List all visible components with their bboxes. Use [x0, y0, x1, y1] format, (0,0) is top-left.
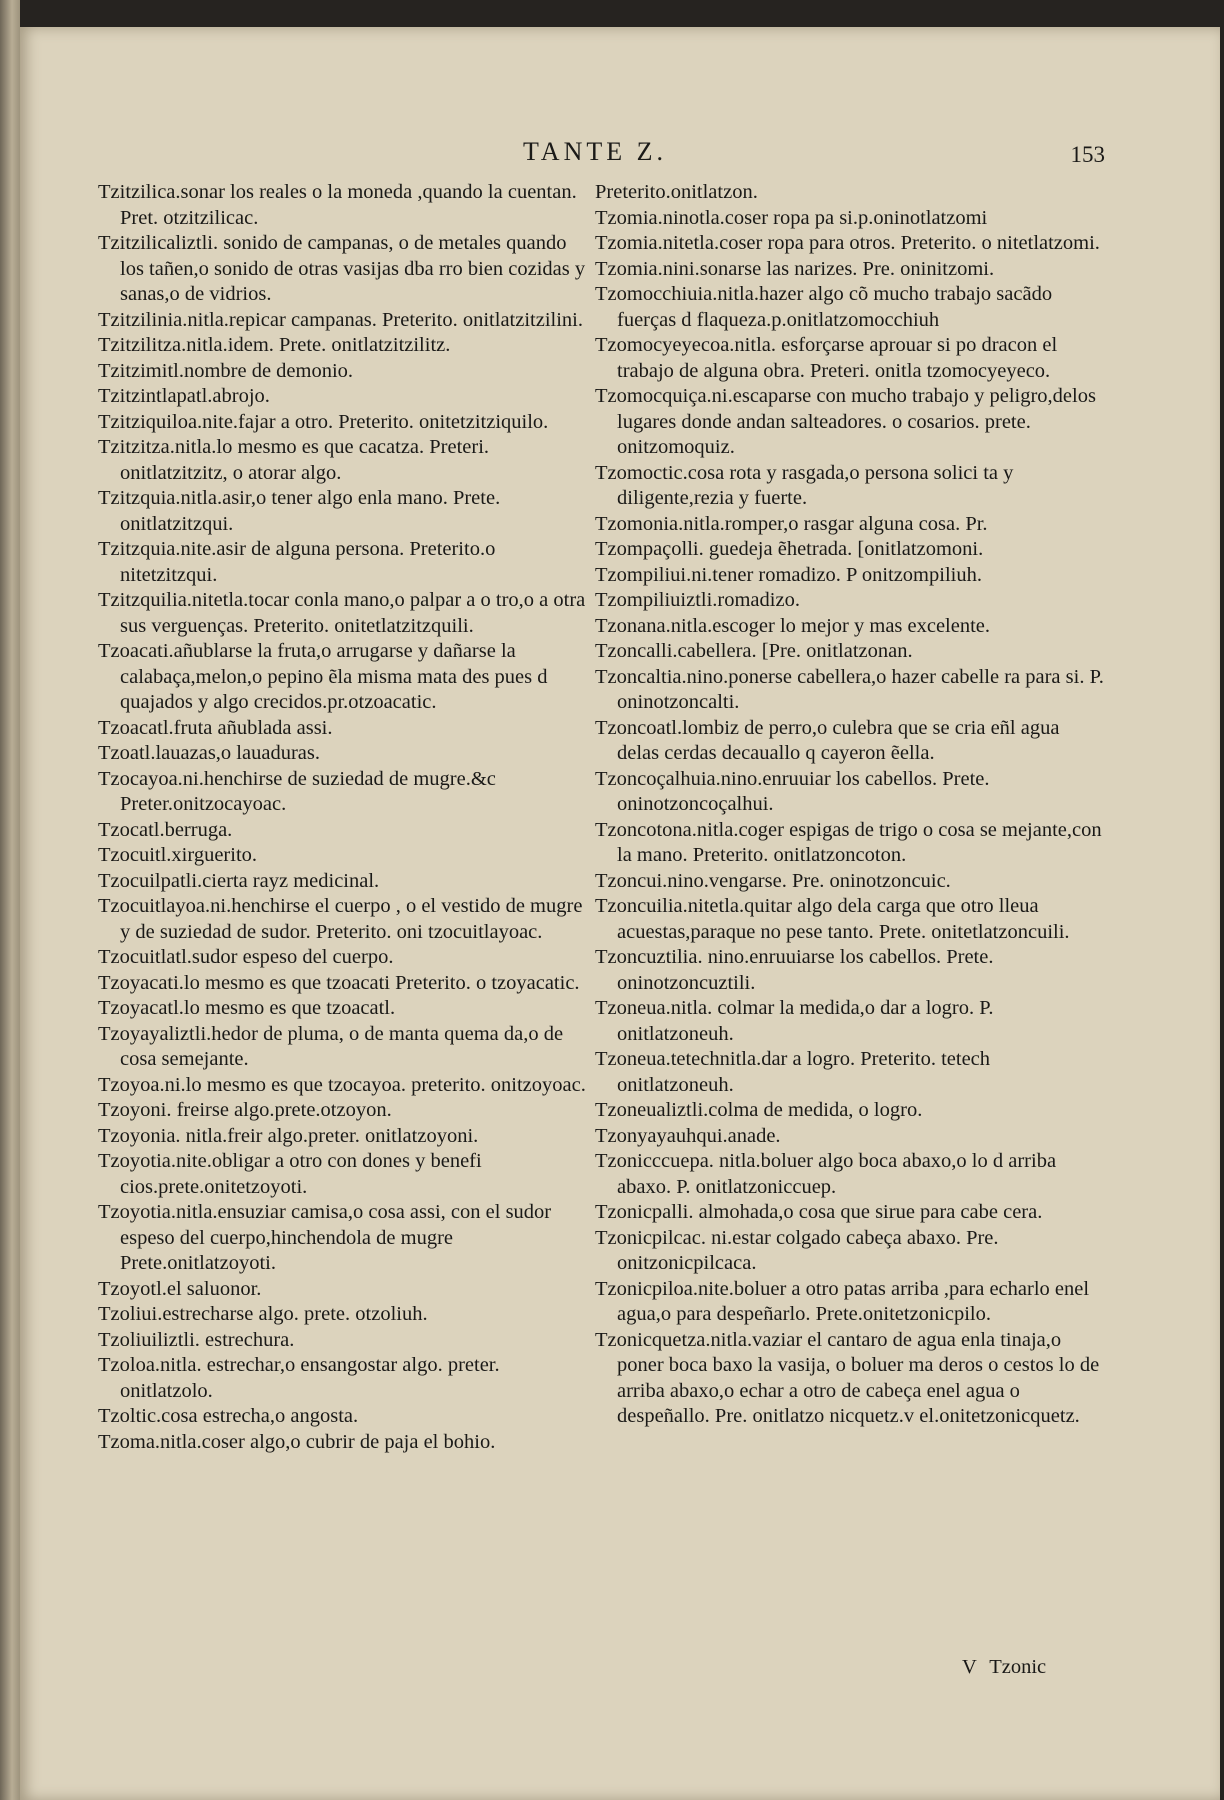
- dictionary-entry: Tzoacatl.fruta añublada assi.: [98, 716, 333, 739]
- dictionary-entry: Tzocuilpatli.cierta rayz medicinal.: [98, 869, 380, 892]
- dictionary-entry: Tzonana.nitla.escoger lo mejor y mas excelente.: [595, 614, 991, 637]
- dictionary-entry: Tzoyotia.nite.obligar a otro con dones y benefi cios.prete.onitetzoyoti.: [98, 1150, 482, 1198]
- dictionary-entry: Tzitzilinia.nitla.repicar campanas. Preterito. onitlatzitzilini.: [98, 308, 583, 331]
- dictionary-entry: Tzoyacati.lo mesmo es que tzoacati Preterito. o tzoyacatic.: [98, 971, 580, 994]
- dictionary-entry: Tzitzilitza.nitla.idem. Prete. onitlatzitzilitz.: [98, 334, 451, 356]
- signature-mark: V: [962, 1656, 977, 1678]
- dictionary-entry: Tzitzilicaliztli. sonido de campanas, o de metales quando los tañen,o sonido de otras vasijas dba rro bien cozidas y sanas,o de vidrios.: [98, 232, 586, 305]
- dictionary-entry: Tzomia.nitetla.coser ropa para otros. Preterito. o nitetlatzomi.: [595, 232, 1100, 254]
- dictionary-entry: Tzoneualiztli.colma de medida, o logro.: [595, 1099, 923, 1121]
- dictionary-entry: Tzoncuilia.nitetla.quitar algo dela carga que otro lleua acuestas,paraque no pese tanto. Prete. onitetlatzoncuili.: [595, 895, 1070, 943]
- dictionary-entry: Tzocuitlatl.sudor espeso del cuerpo.: [98, 946, 394, 968]
- dictionary-entry: Tzitzitza.nitla.lo mesmo es que cacatza. Preteri. onitlatzitzitz, o atorar algo.: [98, 436, 490, 484]
- dictionary-entry: Tzomocchiuia.nitla.hazer algo cõ mucho trabajo sacãdo fuerças d flaqueza.p.onitlatzomocchiuh: [595, 283, 1053, 331]
- dictionary-entry: Tzomonia.nitla.romper,o rasgar alguna cosa. Pr.: [595, 512, 988, 535]
- dictionary-entry: Tzitziquiloa.nite.fajar a otro. Preterito. onitetzitziquilo.: [98, 410, 549, 433]
- dictionary-entry: Tzonicquetza.nitla.vaziar el cantaro de agua enla tinaja,o poner boca baxo la vasija, o boluer ma deros o cestos lo de arriba abaxo,o echar a otro de cabeça enel agua o despeñallo. Pre. onitlatzo nicquetz.v el.onitetzonicquetz.: [595, 1328, 1100, 1427]
- dictionary-entry: Tzoyayaliztli.hedor de pluma, o de manta quema da,o de cosa semejante.: [98, 1022, 564, 1070]
- dictionary-entry: Tzoncalli.cabellera. [Pre. onitlatzonan.: [595, 640, 913, 662]
- dictionary-entry: Tzoliuiliztli. estrechura.: [98, 1328, 295, 1351]
- dictionary-entry: Tzonicccuepa. nitla.boluer algo boca abaxo,o lo d arriba abaxo. P. onitlatzoniccuep.: [595, 1150, 1057, 1198]
- right-column: [595, 180, 1105, 1430]
- dictionary-entry: Tzitzquia.nitla.asir,o tener algo enla mano. Prete. onitlatzitzqui.: [98, 487, 501, 535]
- dictionary-entry: Tzomocquiça.ni.escaparse con mucho trabajo y peligro,delos lugares donde andan salteadores. o cosarios. prete. onitzomoquiz.: [595, 385, 1096, 458]
- dictionary-entry: Tzoncaltia.nino.ponerse cabellera,o hazer cabelle ra para si. P. oninotzoncalti.: [595, 665, 1104, 713]
- dictionary-entry: Tzoyotl.el saluonor.: [98, 1277, 262, 1300]
- left-column: [98, 180, 591, 1455]
- dictionary-entry: Tzoncoçalhuia.nino.enruuiar los cabellos. Prete. oninotzoncoçalhui.: [595, 767, 990, 815]
- dictionary-entry: Tzocuitl.xirguerito.: [98, 844, 258, 866]
- dictionary-entry: Tzoyacatl.lo mesmo es que tzoacatl.: [98, 997, 396, 1019]
- dictionary-entry: Tzoma.nitla.coser algo,o cubrir de paja el bohio.: [98, 1430, 496, 1453]
- dictionary-entry: Tzoltic.cosa estrecha,o angosta.: [98, 1405, 359, 1427]
- dictionary-entry: Tzomia.ninotla.coser ropa pa si.p.oninotlatzomi: [595, 206, 988, 229]
- dictionary-entry: Tzoyoa.ni.lo mesmo es que tzocayoa. preterito. onitzoyoac.: [98, 1073, 586, 1096]
- dictionary-entry: Tzoncuztilia. nino.enruuiarse los cabellos. Prete. oninotzoncuztili.: [595, 946, 994, 994]
- page-number: 153: [1070, 142, 1105, 167]
- dictionary-entry: Tzocayoa.ni.henchirse de suziedad de mugre.&c Preter.onitzocayoac.: [98, 767, 496, 815]
- dictionary-entry: Tzoneua.nitla. colmar la medida,o dar a logro. P. onitlatzoneuh.: [595, 997, 994, 1045]
- dictionary-entry: Tzonicpalli. almohada,o cosa que sirue para cabe cera.: [595, 1201, 1043, 1223]
- previous-page-edge: [0, 0, 20, 1800]
- dictionary-entry: Tzoyoni. freirse algo.prete.otzoyon.: [98, 1099, 392, 1121]
- dictionary-entry: Tzocuitlayoa.ni.henchirse el cuerpo , o el vestido de mugre y de suziedad de sudor. Preterito. oni tzocuitlayoac.: [98, 895, 583, 943]
- dictionary-entry: Tzomoctic.cosa rota y rasgada,o persona solici ta y diligente,rezia y fuerte.: [595, 461, 1014, 509]
- dictionary-entry: Tzonicpilcac. ni.estar colgado cabeça abaxo. Pre. onitzonicpilcaca.: [595, 1226, 999, 1274]
- catchword: Tzonic: [989, 1656, 1047, 1678]
- dictionary-entry: Tzitzquilia.nitetla.tocar conla mano,o palpar a o tro,o a otra sus verguenças. Preterito. onitetlatzitzquili.: [98, 589, 586, 637]
- dictionary-entry: Tzoneua.tetechnitla.dar a logro. Preterito. tetech onitlatzoneuh.: [595, 1048, 991, 1096]
- dictionary-entry: Tzompiliui.ni.tener romadizo. P onitzompiliuh.: [595, 563, 982, 586]
- dictionary-entry: Tzoncotona.nitla.coger espigas de trigo o cosa se mejante,con la mano. Preterito. onitlatzoncoton.: [595, 818, 1102, 866]
- dictionary-entry: Tzitzquia.nite.asir de alguna persona. Preterito.o nitetzitzqui.: [98, 538, 496, 586]
- dictionary-entry: Tzocatl.berruga.: [98, 818, 233, 841]
- dictionary-entry: Tzomocyeyecoa.nitla. esforçarse aprouar si po dracon el trabajo de alguna obra. Preteri. onitla tzomocyeyeco.: [595, 334, 1058, 382]
- dictionary-entry: Tzoncui.nino.vengarse. Pre. oninotzoncuic.: [595, 869, 951, 892]
- dictionary-entry: Tzitzilica.sonar los reales o la moneda ,quando la cuentan. Pret. otzitzilicac.: [98, 181, 577, 229]
- dictionary-entry: Tzoyonia. nitla.freir algo.preter. onitlatzoyoni.: [98, 1124, 479, 1147]
- catchword-line: [962, 1656, 1046, 1679]
- dictionary-entry: Tzompiliuiztli.romadizo.: [595, 589, 800, 611]
- running-head: TANTE Z.: [523, 137, 667, 166]
- dictionary-entry: Tzonyayauhqui.anade.: [595, 1124, 781, 1147]
- dictionary-entry: Tzoliui.estrecharse algo. prete. otzoliuh.: [98, 1303, 428, 1325]
- dictionary-entry: Tzitzimitl.nombre de demonio.: [98, 359, 354, 382]
- dictionary-entry: Tzoacati.añublarse la fruta,o arrugarse y dañarse la calabaça,melon,o pepino ẽla misma mata des pues d quajados y algo crecidos.pr.otzoacatic.: [98, 640, 548, 713]
- dictionary-entry: Tzompaçolli. guedeja ẽhetrada. [onitlatzomoni.: [595, 538, 984, 560]
- dictionary-entry: Tzoncoatl.lombiz de perro,o culebra que se cria eñl agua delas cerdas decauallo q cayeron ẽella.: [595, 716, 1060, 764]
- dictionary-entry: Preterito.onitlatzon.: [595, 181, 758, 203]
- dictionary-entry: Tzoloa.nitla. estrechar,o ensangostar algo. preter. onitlatzolo.: [98, 1354, 500, 1402]
- dictionary-entry: Tzoatl.lauazas,o lauaduras.: [98, 742, 320, 764]
- dictionary-entry: Tzoyotia.nitla.ensuziar camisa,o cosa assi, con el sudor espeso del cuerpo,hinchendola de mugre Prete.onitlatzoyoti.: [98, 1201, 552, 1274]
- dictionary-entry: Tzitzintlapatl.abrojo.: [98, 385, 270, 407]
- dictionary-entry: Tzomia.nini.sonarse las narizes. Pre. oninitzomi.: [595, 257, 995, 280]
- dictionary-entry: Tzonicpiloa.nite.boluer a otro patas arriba ,para echarlo enel agua,o para despeñarlo. Prete.onitetzonicpilo.: [595, 1277, 1090, 1325]
